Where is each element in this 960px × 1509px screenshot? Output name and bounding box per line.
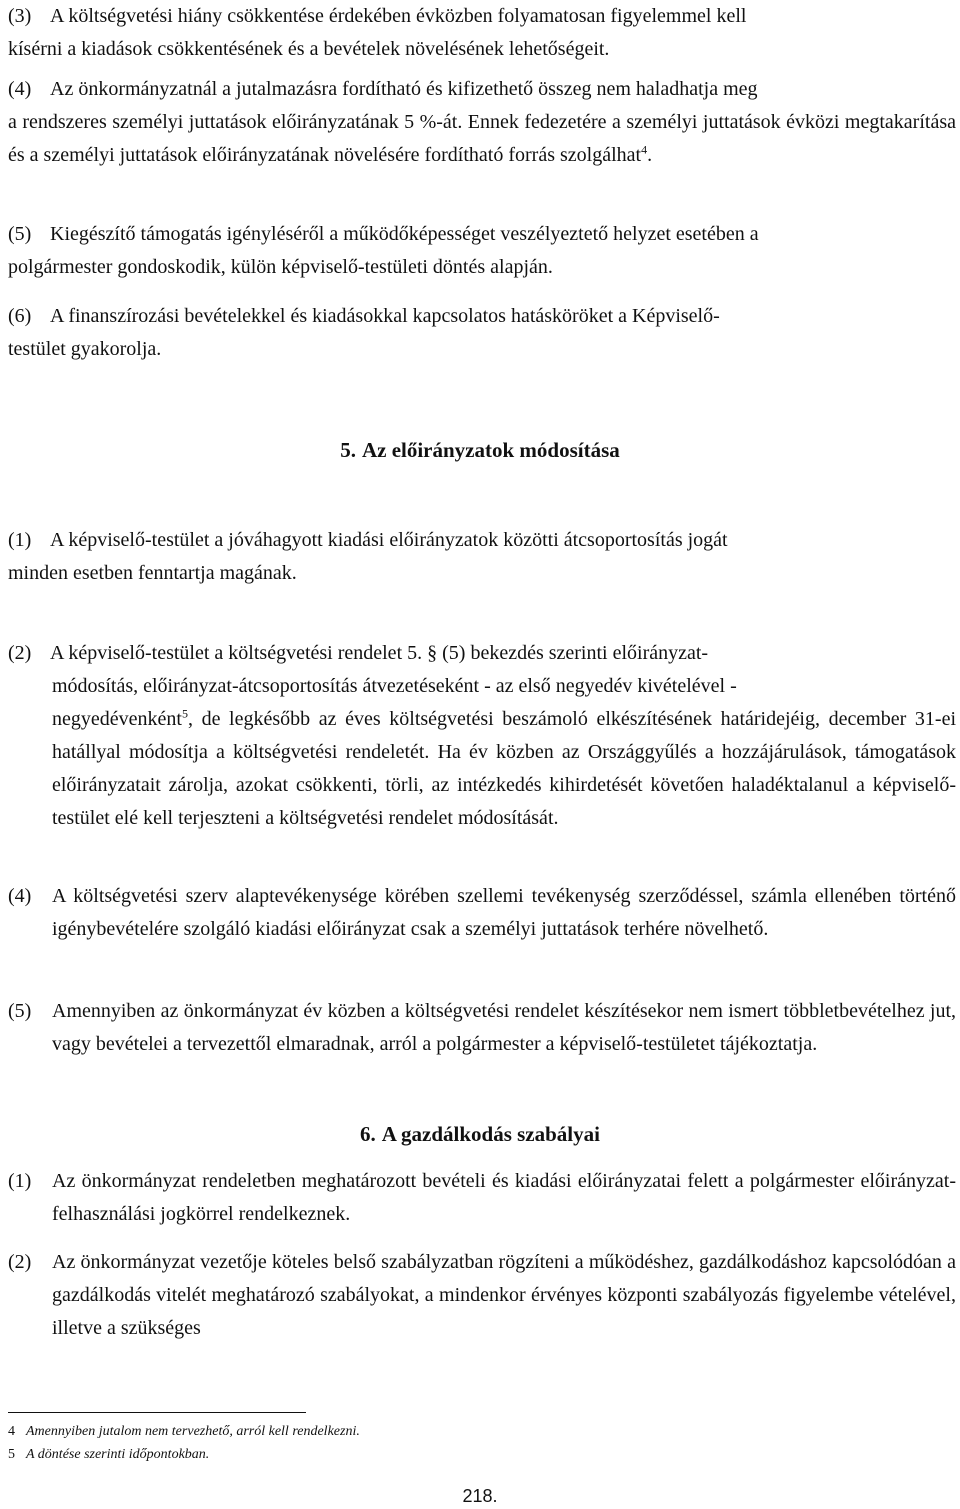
paragraph-number: (1) [8,1170,32,1192]
paragraph-text: Az önkormányzat vezetője köteles belső szabályzatban rögzíteni a működéshez, gazdálkodáshoz kapcsolódóan a gazdálkodás vitelét meghatározó szabályokat, a mindenkor érvényes központi szabályozás figyelembe vételével, illetve a szükséges [52,1251,956,1339]
footnote-text: A döntése szerinti időpontokban. [26,1447,210,1462]
paragraph-6-1 [8,1165,956,1231]
paragraph-text-line3b: , de legkésőbb az éves költségvetési beszámoló elkészítésének [187,708,712,730]
footnote-5 [8,1446,209,1464]
footnote-ref-5[interactable]: 5 [181,706,188,721]
paragraph-text-line2: minden esetben fenntartja magának. [8,562,297,584]
paragraph-text-line2: testület gyakorolja. [8,338,162,360]
paragraph-text: Amennyiben az önkormányzat év közben a költségvetési rendelet készítésekor nem ismert többletbevételhez jut, vagy bevételei a tervezettől elmaradnak, arról a polgármester a képviselő-testületet tájékoztatja. [52,1000,956,1055]
paragraph-number: (2) [8,642,32,664]
paragraph-6-2 [8,1246,956,1345]
section-number: 5. [340,438,356,462]
footnote-number: 5 [8,1447,15,1462]
paragraph-4-3 [8,0,956,66]
section-heading-5 [0,438,960,463]
paragraph-text: A költségvetési szerv alaptevékenysége körében szellemi tevékenység szerződéssel, számla ellenében történő igénybevételére szolgáló kiadási előirányzat csak a személyi juttatások terhére növelhető. [52,885,956,940]
paragraph-text-line3a: negyedévenként [52,708,182,730]
paragraph-number: (4) [8,885,32,907]
section-heading-6 [0,1122,960,1147]
paragraph-text-line1: A költségvetési hiány csökkentése érdekében évközben folyamatosan figyelemmel kell [50,5,747,27]
paragraph-number: (1) [8,529,32,551]
paragraph-number: (5) [8,1000,32,1022]
section-title: Az előirányzatok módosítása [361,438,620,462]
paragraph-text-line1: A finanszírozási bevételekkel és kiadásokkal kapcsolatos hatásköröket a Képviselő- [50,305,720,327]
page-number: 218. [462,1486,498,1506]
paragraph-text-line2: módosítás, előirányzat-átcsoportosítás átvezetéseként - az első negyedév kivételével - [52,675,737,697]
section-title: A gazdálkodás szabályai [381,1122,600,1146]
paragraph-5-2 [8,637,956,835]
paragraph-number: (3) [8,5,32,27]
paragraph-text-line1: A képviselő-testület a jóváhagyott kiadási előirányzatok közötti átcsoportosítás jogát [50,529,728,551]
paragraph-text-line1: A képviselő-testület a költségvetési rendelet 5. § (5) bekezdés szerinti előirányzat- [50,642,709,664]
paragraph-text-line2: kísérni a kiadások csökkentésének és a bevételek növelésének lehetőségeit. [8,38,610,60]
paragraph-text-rest: a rendszeres személyi juttatások előirányzatának 5 %-át. Ennek fedezetére a személyi juttatások évközi megtakarítása és a személyi juttatások előirányzatának növelésére fordítható forrás szolgálhat [8,111,956,166]
paragraph-4-6 [8,300,956,366]
paragraph-text-end: . [647,144,653,166]
paragraph-number: (4) [8,78,32,100]
paragraph-text: Az önkormányzat rendeletben meghatározott bevételi és kiadási előirányzatai felett a polgármester előirányzat-felhasználási jogkörrel rendelkeznek. [52,1170,956,1225]
footnote-divider [8,1412,306,1413]
paragraph-text-line1: Az önkormányzatnál a jutalmazásra fordítható és kifizethető összeg nem haladhatja meg [50,78,758,100]
footnote-4 [8,1423,360,1441]
section-number: 6. [360,1122,376,1146]
paragraph-4-5 [8,218,956,284]
paragraph-text-line1: Kiegészítő támogatás igényléséről a működőképességet veszélyeztető helyzet esetében a [50,223,759,245]
footnote-text: Amennyiben jutalom nem tervezhető, arról kell rendelkezni. [26,1424,360,1439]
paragraph-number: (2) [8,1251,32,1273]
footnote-ref-4[interactable]: 4 [641,142,648,157]
paragraph-text-rest: határidejéig, december 31-ei hatállyal módosítja a költségvetési rendeletét. Ha év közben az Országgyűlés a hozzájárulások, támogatások előirányzatait zárolja, azokat csökkenti, törli, az intézkedés kihirdetését követően haladéktalanul a képviselő-testület elé kell terjeszteni a költségvetési rendelet módosítását. [52,708,957,829]
footnote-number: 4 [8,1424,15,1439]
paragraph-number: (6) [8,305,32,327]
paragraph-5-1 [8,524,956,590]
paragraph-5-5 [8,995,956,1061]
paragraph-text-line2: polgármester gondoskodik, külön képviselő-testületi döntés alapján. [8,256,553,278]
paragraph-5-4 [8,880,956,946]
paragraph-number: (5) [8,223,32,245]
paragraph-4-4 [8,73,956,172]
